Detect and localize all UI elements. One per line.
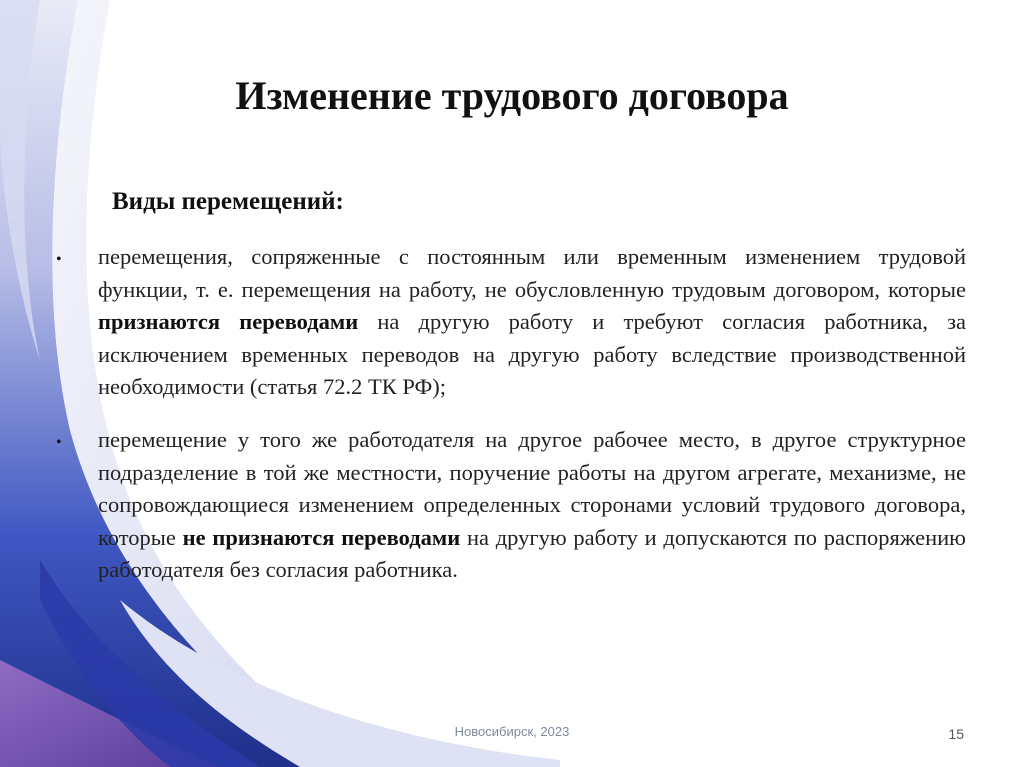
bullet-text	[98, 424, 966, 587]
slide-title: Изменение трудового договора	[235, 73, 789, 118]
footer-location: Новосибирск, 2023	[454, 724, 570, 739]
bullet-text-part: перемещение у того же работодателя на другое рабочее место, в другое структурное подразделение в той же местности, поручение работы на другом агрегате, механизме, не сопровождающиеся изменением определенных сторонами условий трудового договора, которые	[98, 427, 966, 550]
bullet-text-part: перемещения, сопряженные с постоянным или временным изменением трудовой функции, т. е. перемещения на работу, не обусловленную трудовым договором, которые	[98, 244, 966, 302]
bullet-marker: •	[56, 434, 62, 451]
bullet-emphasis: не признаются переводами	[182, 524, 461, 550]
bullet-marker: •	[56, 251, 62, 268]
bullet-text-part: на другую работу и требуют согласия работника, за исключением временных переводов на другую работу вследствие производственной необходимости (статья 72.2 ТК РФ);	[98, 309, 966, 399]
page-number: 15	[948, 726, 964, 742]
bullet-emphasis: признаются переводами	[98, 309, 359, 334]
bullet-text	[98, 241, 966, 404]
bullet-text-part: на другую работу и допускаются по распоряжению работодателя без согласия работника.	[98, 524, 966, 582]
slide-subtitle: Виды перемещений:	[112, 188, 344, 215]
